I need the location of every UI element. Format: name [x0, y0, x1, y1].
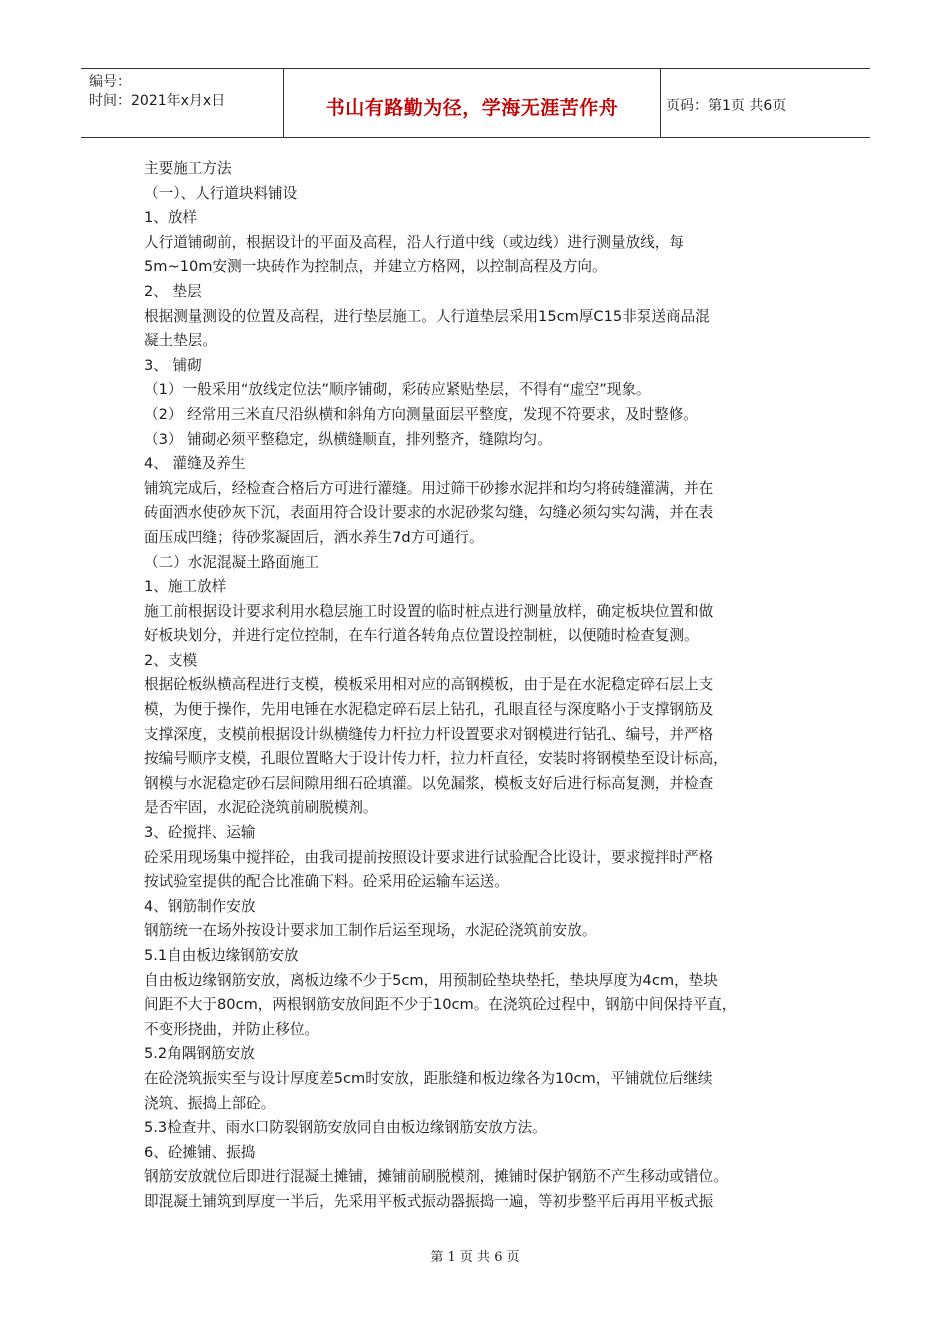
body-text-line: 1、放样 [144, 209, 198, 227]
body-text-line: 浇筑、振捣上部砼。 [144, 1094, 276, 1112]
body-text-line: （2） 经常用三米直尺沿纵横和斜角方向测量面层平整度，发现不符要求，及时整修。 [144, 405, 698, 423]
body-text-line: 5m~10m安测一块砖作为控制点，并建立方格网，以控制高程及方向。 [144, 258, 607, 276]
body-text-line: 即混凝土铺筑到厚度一半后，先采用平板式振动器振捣一遍，等初步整平后再用平板式振 [144, 1192, 714, 1210]
body-text-line: 4、钢筋制作安放 [144, 897, 256, 915]
body-text-line: 在砼浇筑振实至与设计厚度差5cm时安放，距胀缝和板边缘各为10cm，平铺就位后继续 [144, 1069, 713, 1087]
body-text-line: 按试验室提供的配合比准确下料。砼采用砼运输车运送。 [144, 873, 509, 891]
document-body [144, 157, 824, 1215]
body-text-line: （一）、人行道块料铺设 [144, 184, 298, 202]
header-motto-cell [283, 69, 661, 137]
document-header [81, 68, 870, 138]
body-text-line: 主要施工方法 [144, 160, 232, 177]
body-text-line: 模，为便于操作，先用电锤在水泥稳定碎石层上钻孔，孔眼直径与深度略小于支撑钢筋及 [144, 701, 714, 719]
body-text-line: 2、 垫层 [144, 282, 202, 300]
body-text-line: 砖面洒水使砂灰下沉，表面用符合设计要求的水泥砂浆勾缝，勾缝必须勾实勾满，并在表 [144, 504, 714, 522]
body-text-line: 钢筋安放就位后即进行混凝土摊铺，摊铺前刷脱模剂，摊铺时保护钢筋不产生移动或错位。 [144, 1168, 728, 1186]
header-page-info: 页码：第1页 共6页 [666, 98, 787, 114]
body-text-line: 人行道铺砌前，根据设计的平面及高程，沿人行道中线（或边线）进行测量放线，每 [144, 233, 684, 251]
body-text-line: 自由板边缘钢筋安放，离板边缘不少于5cm，用预制砼垫块垫托，垫块厚度为4cm，垫块 [144, 971, 718, 989]
body-text-line: 砼采用现场集中搅拌砼，由我司提前按照设计要求进行试验配合比设计，要求搅拌时严格 [144, 848, 714, 866]
body-text-line: （3） 铺砌必须平整稳定，纵横缝顺直，排列整齐，缝隙均匀。 [144, 430, 552, 448]
body-text-line: 3、 铺砌 [144, 356, 202, 374]
page-footer: 第 1 页 共 6 页 [430, 1250, 520, 1265]
body-text-line: 5.1自由板边缘钢筋安放 [144, 947, 299, 964]
body-text-line: 好板块划分，并进行定位控制，在车行道各转角点位置设控制桩，以便随时检查复测。 [144, 627, 699, 645]
header-motto: 书山有路勤为径，学海无涯苦作舟 [325, 97, 619, 119]
body-text-line: 3、砼搅拌、运输 [144, 824, 256, 842]
body-text-line: 施工前根据设计要求利用水稳层施工时设置的临时桩点进行测量放样，确定板块位置和做 [144, 602, 714, 620]
body-text-line: 间距不大于80cm，两根钢筋安放间距不少于10cm。在浇筑砼过程中，钢筋中间保持平直， [144, 996, 737, 1014]
body-text-line: 不变形挠曲，并防止移位。 [144, 1020, 320, 1038]
body-text-line: （1）一般采用“放线定位法”顺序铺砌，彩砖应紧贴垫层，不得有“虚空”现象。 [144, 381, 651, 399]
body-text-line: 按编号顺序支模，孔眼位置略大于设计传力杆，拉力杆直径，安装时将钢模垫至设计标高， [144, 750, 728, 768]
body-text-line: 1、施工放样 [144, 578, 227, 596]
body-text-line: 钢模与水泥稳定砂石层间隙用细石砼填灌。以免漏浆，模板支好后进行标高复测，并检查 [144, 774, 714, 792]
body-text-line: 4、 灌缝及养生 [144, 455, 246, 473]
body-text-line: （二）水泥混凝土路面施工 [144, 553, 320, 571]
body-text-line: 5.2角隅钢筋安放 [144, 1045, 255, 1063]
body-text-line: 6、砼摊铺、振捣 [144, 1143, 256, 1161]
body-text-line: 支撑深度，支模前根据设计纵横缝传力杆拉力杆设置要求对钢模进行钻孔、编号，并严格 [144, 725, 714, 743]
document-date: 时间：2021年x月x日 [89, 93, 226, 109]
body-text-line: 是否牢固，水泥砼浇筑前刷脱模剂。 [144, 799, 378, 817]
body-text-line: 根据砼板纵横高程进行支模，模板采用相对应的高钢模板，由于是在水泥稳定碎石层上支 [144, 676, 714, 694]
body-text-line: 2、支模 [144, 651, 198, 669]
body-text-line: 面压成凹缝；待砂浆凝固后，洒水养生7d方可通行。 [144, 528, 484, 546]
body-text-line: 钢筋统一在场外按设计要求加工制作后运至现场，水泥砼浇筑前安放。 [144, 922, 597, 940]
body-text-line: 根据测量测设的位置及高程，进行垫层施工。人行道垫层采用15cm厚C15非泵送商品混 [144, 307, 710, 325]
body-text-line: 铺筑完成后，经检查合格后方可进行灌缝。用过筛干砂掺水泥拌和均匀将砖缝灌满，并在 [144, 479, 714, 497]
header-meta [81, 69, 283, 137]
body-text-line: 5.3检查井、雨水口防裂钢筋安放同自由板边缘钢筋安放方法。 [144, 1119, 547, 1137]
body-text-line: 凝土垫层。 [144, 332, 217, 350]
document-number-label: 编号： [89, 74, 131, 90]
